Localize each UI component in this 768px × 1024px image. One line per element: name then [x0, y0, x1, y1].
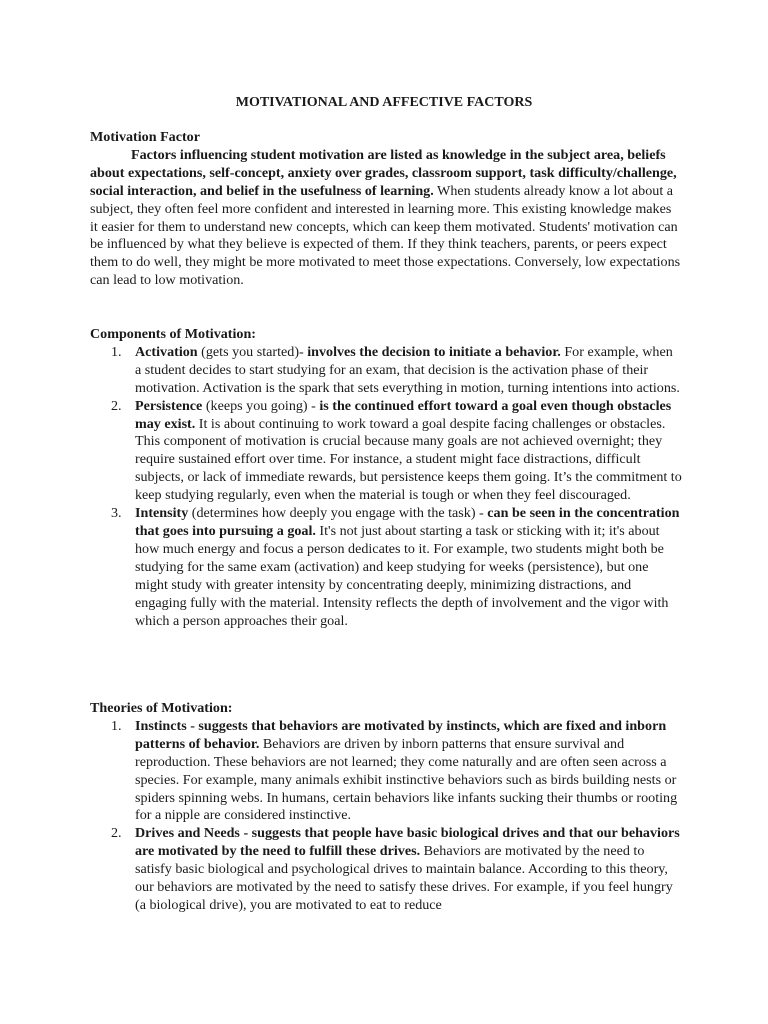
list-number: 3. [111, 505, 122, 522]
component-body: For example, when a student decides to start studying for an exam, that decision is the activation phase of their motivation. Activation is the spark that sets everything in motion, turning intentions into actions. [135, 343, 680, 396]
list-item [90, 825, 682, 915]
motivation-factor-bold-lead: Factors influencing student motivation are listed as knowledge in the subject area, beliefs about expectations, self-concept, anxiety over grades, classroom support, task difficulty/challenge, social interaction, and belief in the usefulness of learning. [90, 146, 677, 199]
theory-body: Behaviors are driven by inborn patterns that ensure survival and reproduction. These behaviors are not learned; they come naturally and are often seen across a species. For example, many animals exhibit instinctive behaviors such as birds building nests or spiders spinning webs. In humans, certain behaviors like infants sucking their thumbs or rooting for a nipple are considered instinctive. [135, 735, 678, 824]
list-number: 1. [111, 343, 122, 360]
document-title: MOTIVATIONAL AND AFFECTIVE FACTORS [235, 95, 533, 110]
motivation-factor-heading: Motivation Factor [90, 129, 200, 145]
component-definition: is the continued effort toward a goal even though obstacles may exist. [135, 397, 672, 432]
list-item [90, 344, 682, 398]
components-list [90, 344, 682, 631]
theories-heading: Theories of Motivation: [90, 700, 233, 716]
motivation-factor-body: When students already know a lot about a subject, they often feel more confident and interested in learning more. This existing knowledge makes it easier for them to understand new concepts, which can keep them motivated. Students' motivation can be influenced by what they believe is expected of them. If they think teachers, parents, or peers expect them to do well, they might be more motivated to meet those expectations. Conversely, low expectations can lead to low motivation. [90, 182, 681, 289]
component-paren: (gets you started)- [197, 343, 308, 360]
theories-section [90, 700, 682, 915]
component-definition: can be seen in the concentration that goes into pursuing a goal. [135, 505, 680, 539]
list-number: 1. [111, 717, 122, 734]
theory-body: Behaviors are motivated by the need to satisfy basic biological and psychological drives to maintain balance. According to this theory, our behaviors are motivated by the need to satisfy these drives. For example, if you feel hungry (a biological drive), you are motivated to eat to reduce [135, 843, 673, 913]
component-term: Persistence [135, 397, 203, 414]
component-definition: involves the decision to initiate a behavior. [307, 343, 561, 360]
list-number: 2. [111, 397, 122, 414]
theories-list [90, 718, 682, 915]
components-section [90, 326, 682, 630]
motivation-factor-section [90, 129, 682, 290]
list-item [90, 398, 682, 505]
theory-bold: Drives and Needs - suggests that people have basic biological drives and that our behaviors are motivated by the need to fulfill these drives. [135, 825, 680, 860]
component-paren: (keeps you going) - [202, 397, 320, 414]
list-item [90, 718, 682, 825]
components-heading: Components of Motivation: [90, 326, 256, 342]
component-term: Intensity [135, 505, 189, 522]
list-number: 2. [111, 825, 122, 842]
component-body: It's not just about starting a task or sticking with it; it's about how much energy and focus a person dedicates to it. For example, two students might both be studying for the same exam (activation) and keep studying for weeks (persistence), but one might study with greater intensity by concentrating deeply, minimizing distractions, and engaging fully with the material. Intensity reflects the depth of involvement and the vigor with which a person approaches their goal. [135, 522, 669, 629]
component-paren: (determines how deeply you engage with the task) - [188, 505, 488, 522]
component-body: It is about continuing to work toward a goal despite facing challenges or obstacles. This component of motivation is crucial because many goals are not achieved overnight; they require sustained effort over time. For instance, a student might face distractions, difficult subjects, or lack of immediate rewards, but persistence keeps them going. It’s the commitment to keep studying regularly, even when the material is tough or when they feel discouraged. [135, 415, 682, 504]
component-term: Activation [135, 343, 198, 360]
motivation-factor-paragraph [90, 147, 682, 290]
theory-bold: Instincts - suggests that behaviors are motivated by instincts, which are fixed and inborn patterns of behavior. [135, 717, 667, 752]
list-item [90, 505, 682, 630]
